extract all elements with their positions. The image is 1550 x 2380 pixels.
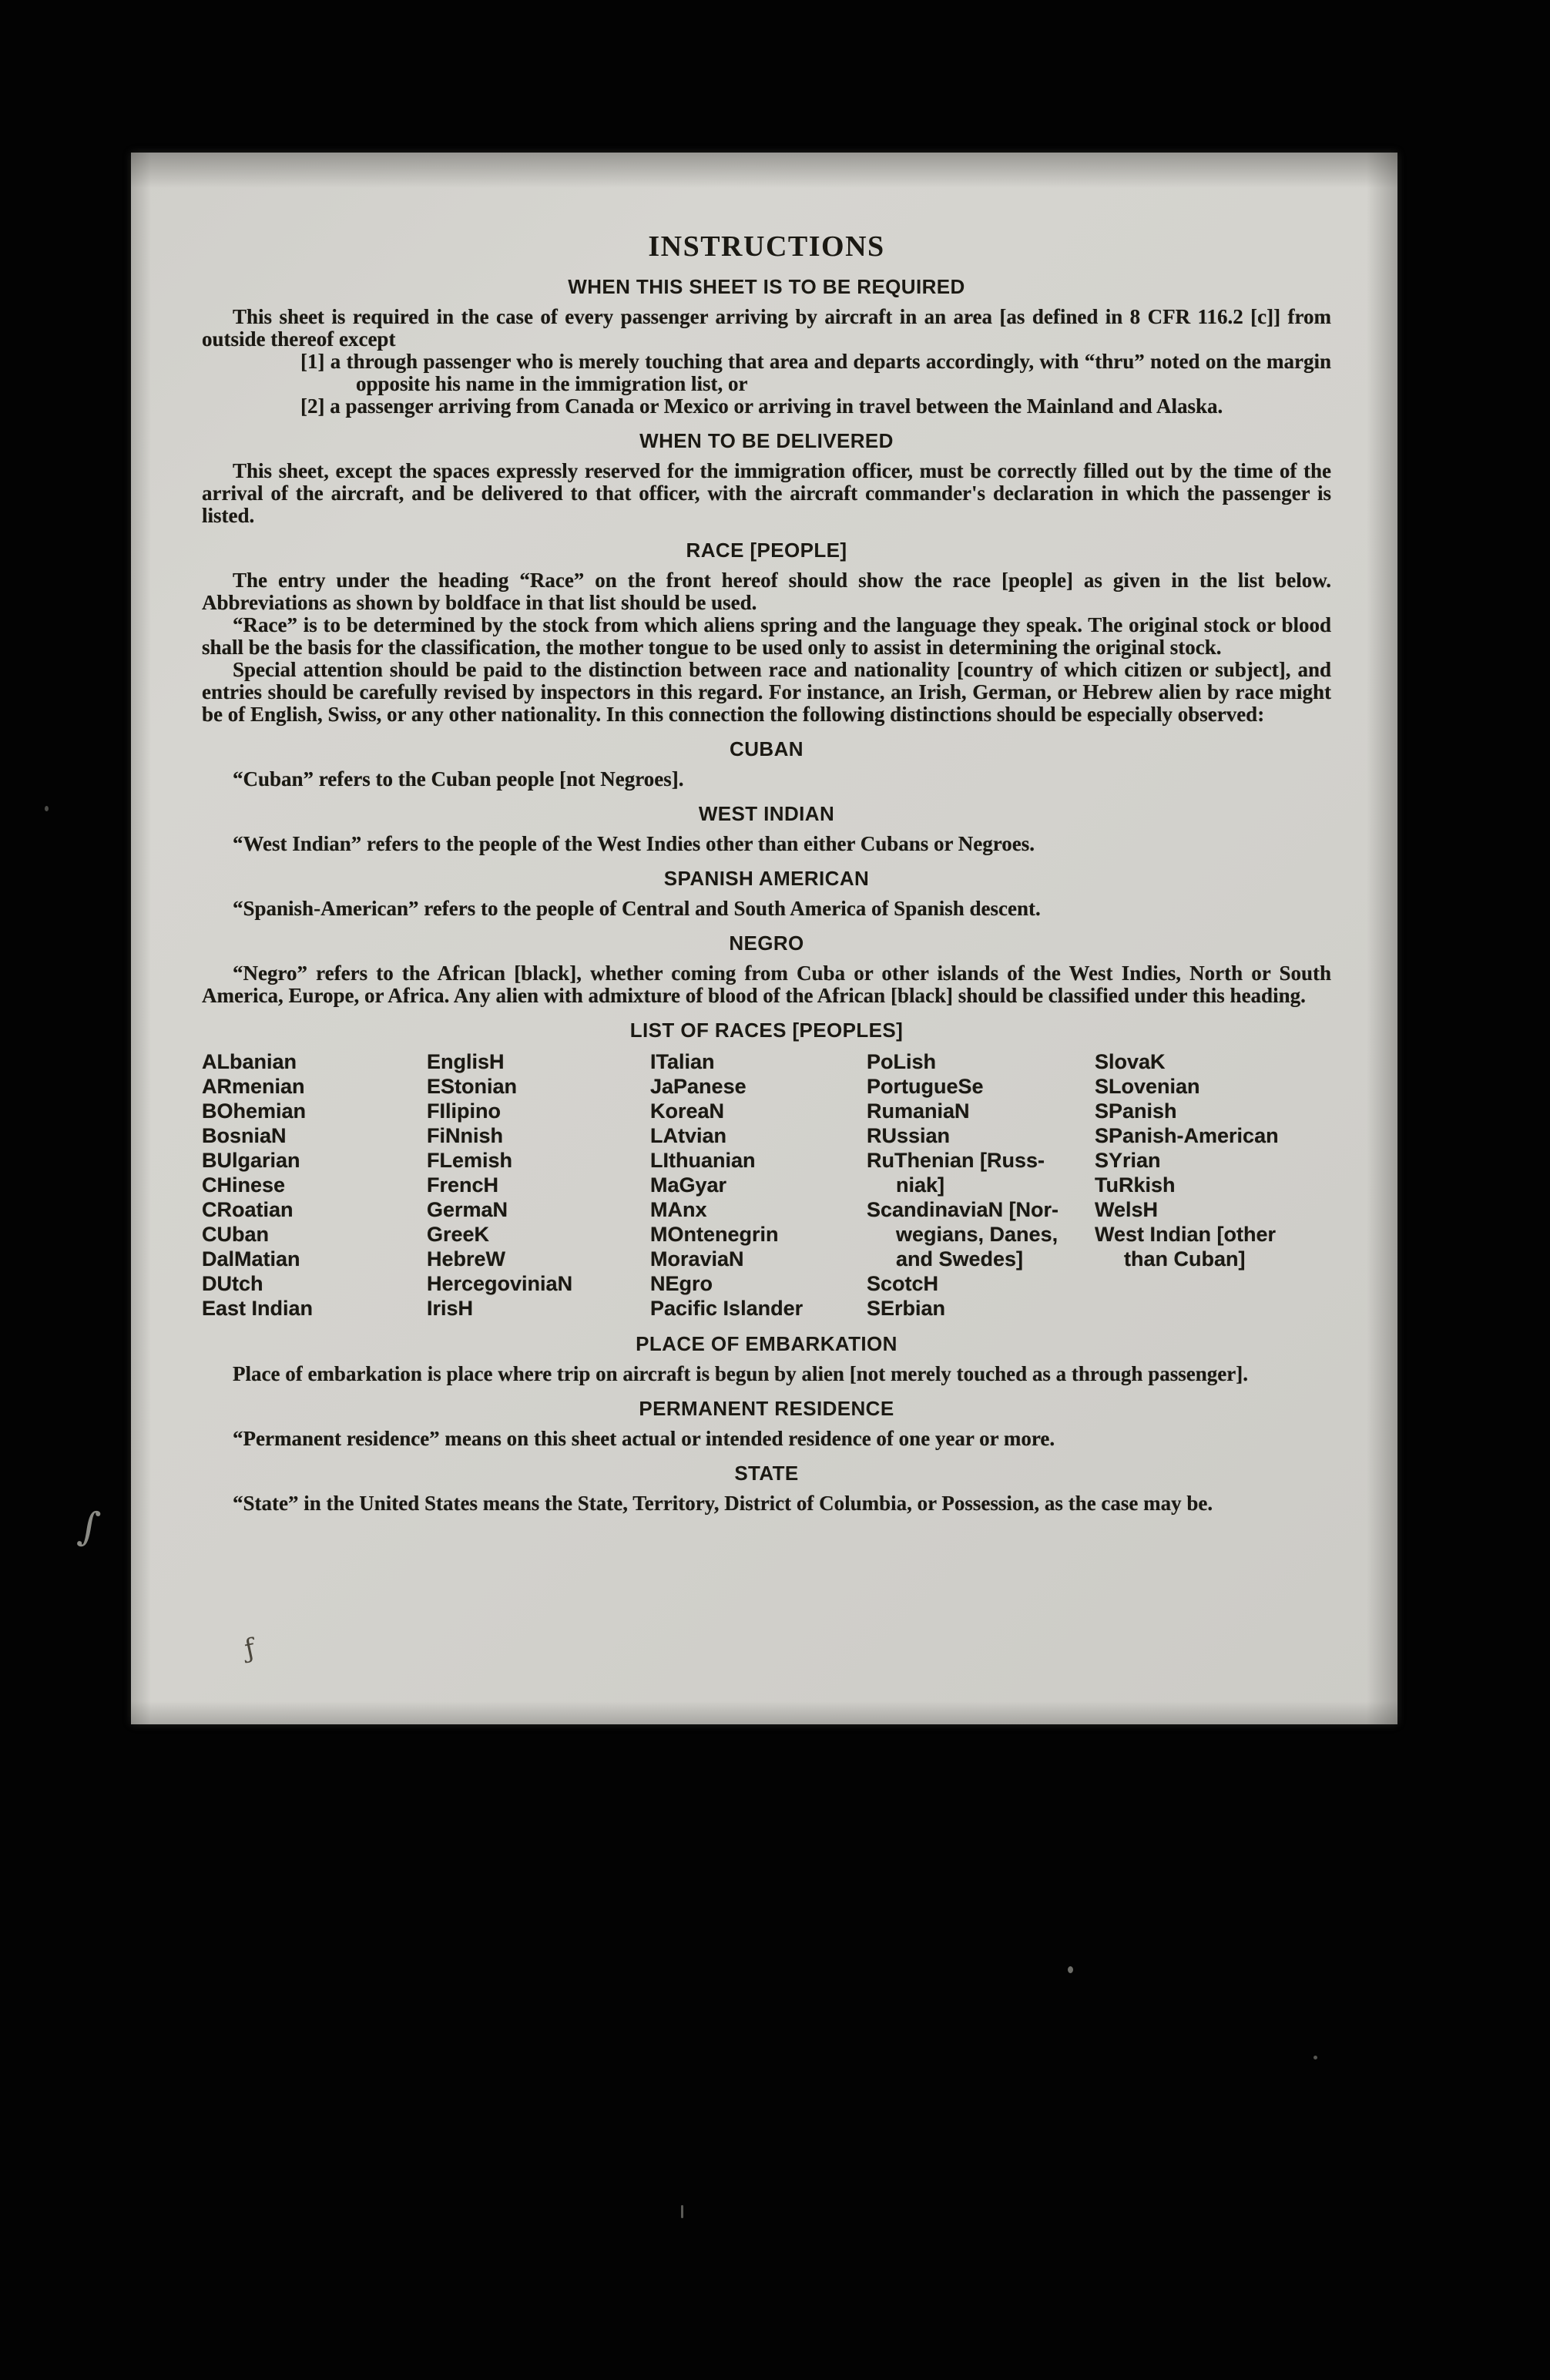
race-item: LAtvian (650, 1124, 727, 1147)
section-heading-cuban: CUBAN (730, 737, 804, 760)
race-item: ScotcH (867, 1272, 939, 1295)
race-item: TuRkish (1095, 1173, 1176, 1197)
dust-speck (45, 806, 49, 811)
paragraph-required-intro: This sheet is required in the case of every passenger arriving by aircraft in an area [as defined in 8 CFR 116.2 [c]] from outside thereof except (202, 305, 1331, 351)
paragraph-race-1: The entry under the heading “Race” on the front hereof should show the race [people] as given in the list below. Abbreviations as shown by boldface in that list should be used. (202, 569, 1331, 614)
paragraph-state: “State” in the United States means the State, Territory, District of Columbia, or Possession, as the case may be. (233, 1492, 1213, 1515)
race-item: ScandinaviaN [Nor- (867, 1198, 1059, 1221)
section-heading-negro: NEGRO (729, 932, 804, 955)
race-item: KoreaN (650, 1099, 725, 1123)
races-column-3 (650, 1049, 867, 1321)
race-item: MoraviaN (650, 1247, 744, 1271)
race-item: ALbanian (202, 1050, 297, 1073)
race-item: SErbian (867, 1297, 946, 1320)
paper-shading-left (131, 153, 151, 1724)
race-item: FrencH (427, 1173, 499, 1197)
race-item: RuThenian [Russ- (867, 1149, 1045, 1172)
race-item: East Indian (202, 1297, 314, 1320)
paragraph-race-2: “Race” is to be determined by the stock from which aliens spring and the language they speak. The original stock or blood shall be the basis for the classification, the mother tongue to be used only to assist in determining the original stock. (202, 613, 1331, 659)
race-item: RUssian (867, 1124, 951, 1147)
race-item: CHinese (202, 1173, 286, 1197)
section-heading-west-indian: WEST INDIAN (698, 802, 835, 825)
paragraph-cuban: “Cuban” refers to the Cuban people [not Negroes]. (233, 767, 684, 791)
paper-shading-right (1367, 153, 1397, 1724)
races-column-5 (1095, 1049, 1331, 1321)
race-item: DalMatian (202, 1247, 300, 1271)
paragraph-race-3: Special attention should be paid to the distinction between race and nationality [country of which citizen or subject], and entries should be carefully revised by inspectors in this regard. For instance, an Irish, German, or Hebrew alien by race might be of English, Swiss, or any other nationality. In this connection the following distinctions should be especially observed: (202, 658, 1331, 726)
race-item: MOntenegrin (650, 1223, 779, 1246)
race-item: FiNnish (427, 1124, 503, 1147)
section-heading-state: STATE (734, 1462, 799, 1485)
race-item: FLemish (427, 1149, 513, 1172)
race-item: LIthuanian (650, 1149, 756, 1172)
section-heading-race: RACE [PEOPLE] (686, 539, 847, 562)
race-item: HebreW (427, 1247, 506, 1271)
race-item: wegians, Danes, (896, 1223, 1058, 1246)
paragraph-negro: “Negro” refers to the African [black], whether coming from Cuba or other islands of the West Indies, North or South America, Europe, or Africa. Any alien with admixture of blood of the African [black] should be classified under this heading. (202, 962, 1331, 1007)
races-list (202, 1049, 1331, 1321)
race-item: EStonian (427, 1075, 518, 1098)
race-item: Pacific Islander (650, 1297, 804, 1320)
document-page (131, 153, 1397, 1724)
dust-speck (1313, 2056, 1317, 2059)
race-item: SYrian (1095, 1149, 1161, 1172)
race-item: PoLish (867, 1050, 937, 1073)
list-item-required-1: [1] a through passenger who is merely touching that area and departs accordingly, with “thru” noted on the margin opposite his name in the immigration list, or (300, 350, 1331, 395)
race-item: SLovenian (1095, 1075, 1200, 1098)
race-item: ITalian (650, 1050, 715, 1073)
race-item: BOhemian (202, 1099, 307, 1123)
section-heading-when-delivered: WHEN TO BE DELIVERED (639, 429, 894, 452)
race-item: FIlipino (427, 1099, 501, 1123)
race-item: niak] (896, 1173, 945, 1197)
race-item: CRoatian (202, 1198, 294, 1221)
race-item: SlovaK (1095, 1050, 1166, 1073)
paragraph-delivered: This sheet, except the spaces expressly reserved for the immigration officer, must be correctly filled out by the time of the arrival of the aircraft, and be delivered to that officer, with the aircraft commander's declaration in which the passenger is listed. (202, 459, 1331, 527)
race-item: MaGyar (650, 1173, 727, 1197)
dust-speck (681, 2205, 683, 2218)
list-item-required-2: [2] a passenger arriving from Canada or Mexico or arriving in travel between the Mainland and Alaska. (300, 394, 1223, 418)
dust-speck (1068, 1966, 1073, 1973)
race-item: JaPanese (650, 1075, 746, 1098)
paragraph-residence: “Permanent residence” means on this sheet actual or intended residence of one year or more. (233, 1427, 1055, 1450)
race-item: BUlgarian (202, 1149, 300, 1172)
paragraph-embarkation: Place of embarkation is place where trip on aircraft is begun by alien [not merely touched as a through passenger]. (233, 1362, 1248, 1385)
pen-mark-paper: ƒ (241, 1633, 258, 1665)
race-item: RumaniaN (867, 1099, 970, 1123)
race-item: BosniaN (202, 1124, 287, 1147)
section-heading-races-list: LIST OF RACES [PEOPLES] (629, 1019, 904, 1042)
section-heading-embarkation: PLACE OF EMBARKATION (636, 1332, 897, 1355)
race-item: PortugueSe (867, 1075, 984, 1098)
race-item: CUban (202, 1223, 269, 1246)
paragraph-west-indian: “West Indian” refers to the people of the West Indies other than either Cubans or Negroes. (233, 832, 1035, 855)
race-item: than Cuban] (1124, 1247, 1246, 1271)
race-item: GermaN (427, 1198, 508, 1221)
paragraph-spanish-american: “Spanish-American” refers to the people of Central and South America of Spanish descent. (233, 897, 1041, 920)
races-column-1 (202, 1049, 427, 1321)
race-item: NEgro (650, 1272, 713, 1295)
race-item: GreeK (427, 1223, 490, 1246)
pen-mark-margin: ∫ (75, 1502, 103, 1552)
document-title: INSTRUCTIONS (648, 230, 885, 263)
race-item: West Indian [other (1095, 1223, 1277, 1246)
section-heading-residence: PERMANENT RESIDENCE (639, 1397, 894, 1420)
race-item: SPanish-American (1095, 1124, 1279, 1147)
race-item: WelsH (1095, 1198, 1159, 1221)
races-column-2 (427, 1049, 650, 1321)
race-item: ARmenian (202, 1075, 305, 1098)
race-item: HercegoviniaN (427, 1272, 573, 1295)
race-item: EnglisH (427, 1050, 505, 1073)
races-column-4 (867, 1049, 1095, 1321)
race-item: and Swedes] (896, 1247, 1024, 1271)
section-heading-when-required: WHEN THIS SHEET IS TO BE REQUIRED (568, 275, 965, 298)
paper-shading-top (131, 153, 1397, 188)
race-item: SPanish (1095, 1099, 1177, 1123)
race-item: IrisH (427, 1297, 474, 1320)
race-item: DUtch (202, 1272, 263, 1295)
race-item: MAnx (650, 1198, 707, 1221)
section-heading-spanish-american: SPANISH AMERICAN (663, 867, 870, 890)
paper-shading-bottom (131, 1701, 1397, 1724)
